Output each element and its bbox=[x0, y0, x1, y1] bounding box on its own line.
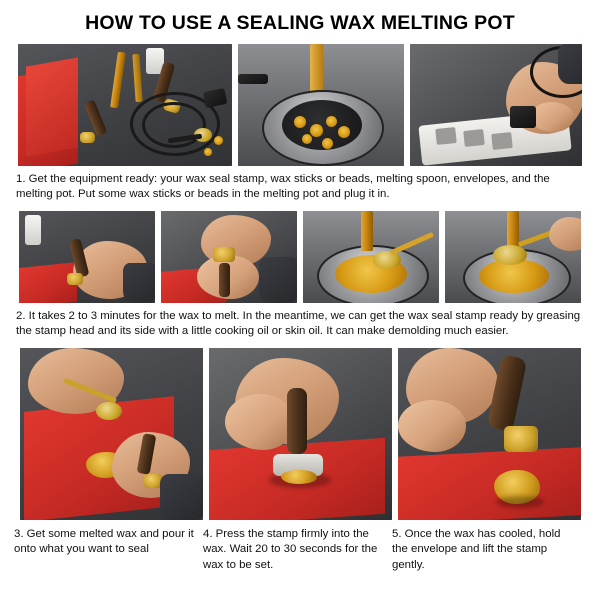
step-3-photo-row bbox=[14, 348, 586, 520]
photo-pot-with-beads bbox=[238, 44, 404, 166]
step-5-caption: 5. Once the wax has cooled, hold the envelope and lift the stamp gently. bbox=[392, 528, 561, 571]
photo-melted-wax-in-pot bbox=[303, 211, 439, 303]
step-2-photo-row bbox=[14, 211, 586, 303]
photo-pressing-stamp bbox=[209, 348, 392, 520]
photo-oil-bottle-and-stamp bbox=[19, 211, 155, 303]
photo-scooping-wax bbox=[445, 211, 581, 303]
step-2-caption: 2. It takes 2 to 3 minutes for the wax to melt. In the meantime, we can get the wax seal stamp ready by greasing the stamp head and its side with a little cooking oil or skin oil. It can make demolding much easier. bbox=[16, 310, 581, 338]
page-title: HOW TO USE A SEALING WAX MELTING POT bbox=[85, 12, 515, 34]
step-1-caption: 1. Get the equipment ready: your wax seal stamp, wax sticks or beads, melting spoon, envelopes, and the melting pot. Put some wax sticks or beads in the melting pot and plug it in. bbox=[16, 173, 550, 201]
photo-plugging-in bbox=[410, 44, 582, 166]
step-3-captions bbox=[14, 527, 586, 572]
photo-lifting-stamp bbox=[398, 348, 581, 520]
photo-pouring-wax bbox=[20, 348, 203, 520]
step-3-caption: 3. Get some melted wax and pour it onto what you want to seal bbox=[14, 528, 194, 556]
step-1-photo-row bbox=[14, 44, 586, 166]
photo-greasing-stamp-head bbox=[161, 211, 297, 303]
photo-equipment-layout bbox=[18, 44, 232, 166]
step-4-caption: 4. Press the stamp firmly into the wax. Wait 20 to 30 seconds for the wax to be set. bbox=[203, 528, 378, 571]
